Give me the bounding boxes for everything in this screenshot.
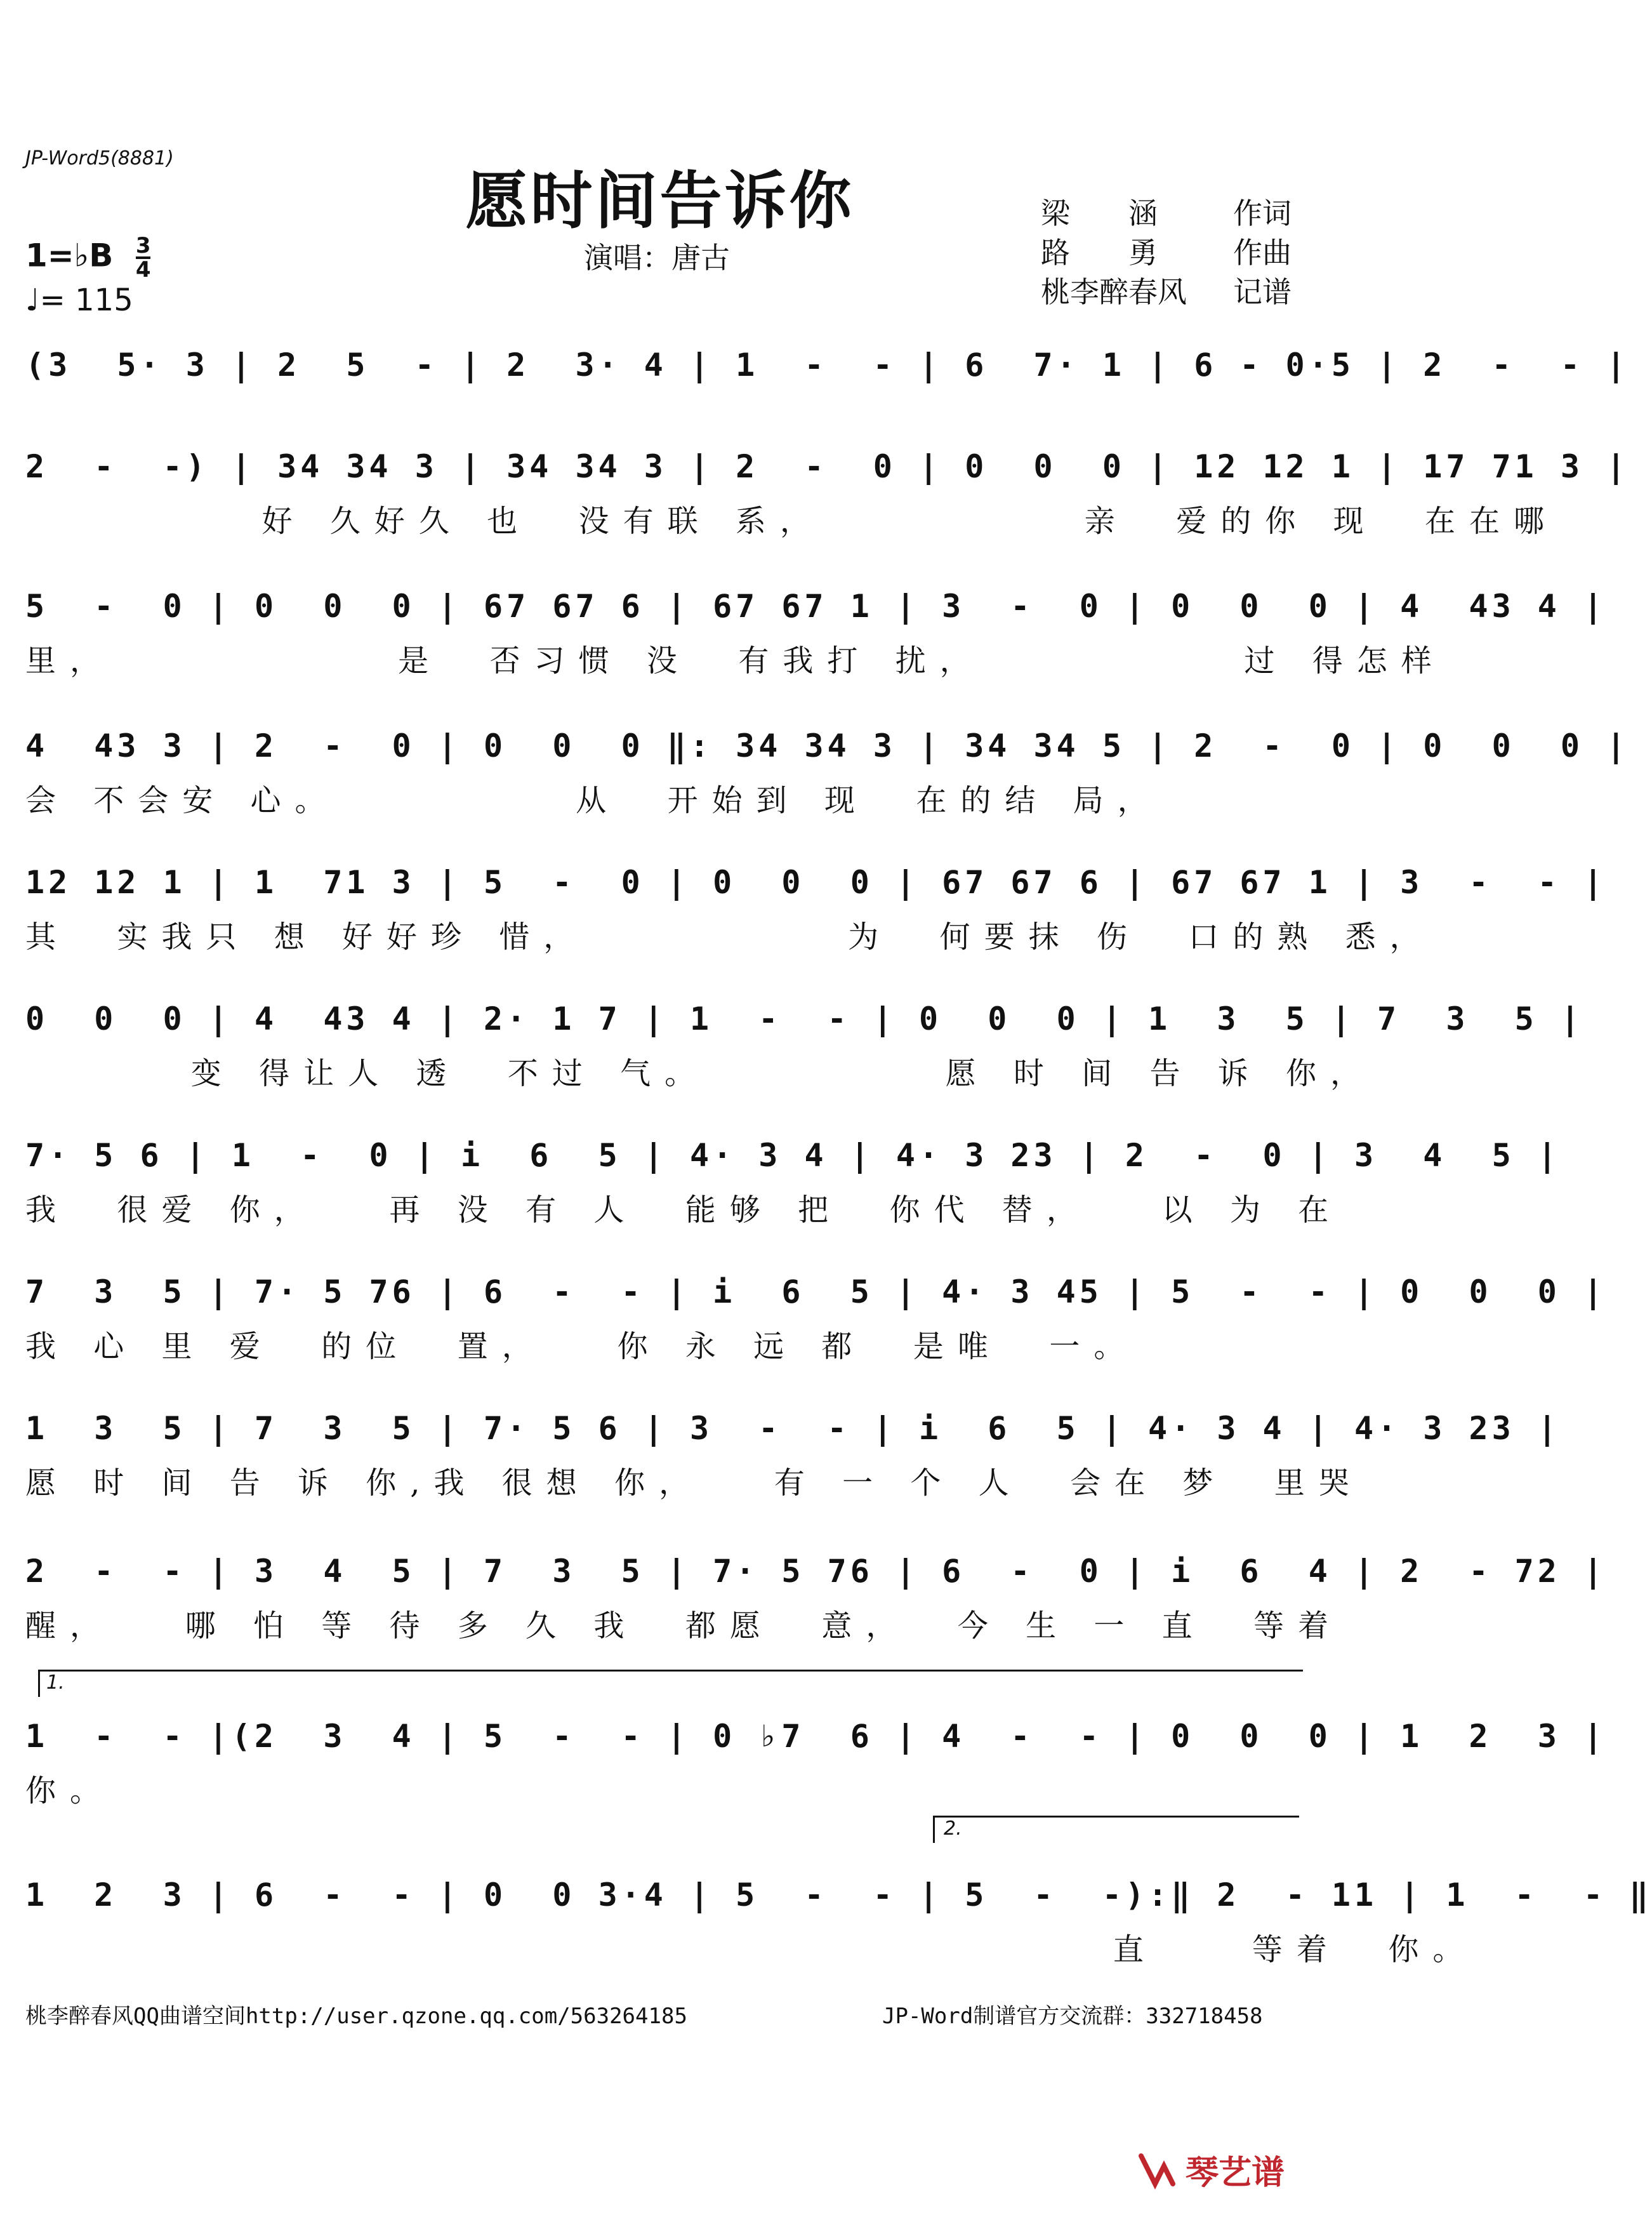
volta-1: 1. <box>38 1670 1303 1697</box>
lyrics-line: 醒， 哪 怕 等 待 多 久 我 都愿 意， 今 生 一 直 等着 <box>25 1608 1343 1644</box>
lyrics-line: 好 久好久 也 没有联 系， 亲 爱的你 现 在在哪 <box>25 503 1558 539</box>
time-bottom: 4 <box>135 257 151 283</box>
lyrics-line: 我 很爱 你， 再 没 有 人 能够 把 你代 替， 以 为 在 <box>25 1192 1343 1228</box>
credit-transcriber <box>1041 272 1292 312</box>
notes-line: 12 12 1 | 1 71 3 | 5 - 0 | 0 0 0 | 67 67 6 | 67 67 1 | 3 - - | <box>25 864 1607 901</box>
notes-line: 5 - 0 | 0 0 0 | 67 67 6 | 67 67 1 | 3 - 0 | 0 0 0 | 4 43 4 | <box>25 588 1607 625</box>
footer-qzone-link[interactable]: 桃李醉春风QQ曲谱空间http://user.qzone.qq.com/563264185 <box>25 2004 687 2029</box>
credit-role: 作词 <box>1233 196 1292 230</box>
credit-role: 作曲 <box>1233 236 1292 270</box>
credit-role: 记谱 <box>1233 275 1292 309</box>
lyrics-line: 愿 时 间 告 诉 你,我 很想 你， 有 一 个 人 会在 梦 里哭 <box>25 1465 1363 1501</box>
notes-line: 0 0 0 | 4 43 4 | 2· 1 7 | 1 - - | 0 0 0 | 1 3 5 | 7 3 5 | <box>25 1000 1583 1037</box>
song-title: 愿时间告诉你 <box>465 165 854 237</box>
notes-line: 1 3 5 | 7 3 5 | 7· 5 6 | 3 - - | i 6 5 | 4· 3 4 | 4· 3 23 | <box>25 1410 1561 1447</box>
lyrics-line: 直 等着 你。 <box>25 1932 1477 1967</box>
credit-lyricist <box>1041 194 1292 233</box>
lyrics-line: 会 不会安 心。 从 开始到 现 在的结 局， <box>25 783 1162 818</box>
notes-line: 4 43 3 | 2 - 0 | 0 0 0 ‖: 34 34 3 | 34 34 5 | 2 - 0 | 0 0 0 | <box>25 728 1630 764</box>
notes-line: 7· 5 6 | 1 - 0 | i 6 5 | 4· 3 4 | 4· 3 23 | 2 - 0 | 3 4 5 | <box>25 1137 1561 1174</box>
credit-name: 桃李醉春风 <box>1041 275 1187 309</box>
lyrics-line: 你。 <box>25 1773 115 1809</box>
singer-label: 演唱：唐古 <box>584 241 730 275</box>
notes-line: 1 2 3 | 6 - - | 0 0 3·4 | 5 - - | 5 - -):‖ 2 - 11 | 1 - - ‖ <box>25 1877 1652 1913</box>
time-signature <box>136 235 151 281</box>
lyrics-line: 我 心 里 爱 的位 置， 你 永 远 都 是唯 一。 <box>25 1329 1139 1364</box>
logo-text: 琴艺谱 <box>1186 2154 1285 2192</box>
notes-line: (3 5· 3 | 2 5 - | 2 3· 4 | 1 - - | 6 7· 1 | 6 - 0·5 | 2 - - | <box>25 347 1630 383</box>
credit-name: 路 勇 <box>1041 236 1158 270</box>
notes-line: 1 - - |(2 3 4 | 5 - - | 0 ♭7 6 | 4 - - | 0 0 0 | 1 2 3 | <box>25 1718 1607 1755</box>
tempo-mark: ♩= 115 <box>25 283 133 318</box>
notes-line: 2 - -) | 34 34 3 | 34 34 3 | 2 - 0 | 0 0 0 | 12 12 1 | 17 71 3 | <box>25 448 1630 485</box>
key-label: 1=♭B <box>25 237 114 274</box>
lyrics-line: 里， 是 否习惯 没 有我打 扰， 过 得怎样 <box>25 643 1446 679</box>
credits <box>1041 194 1292 312</box>
volta-2: 2. <box>933 1816 1299 1843</box>
site-logo <box>1136 2146 1285 2193</box>
logo-icon <box>1136 2151 1180 2189</box>
credit-composer <box>1041 233 1292 272</box>
time-top: 3 <box>135 233 151 258</box>
generator-label: JP-Word5(8881) <box>25 147 174 170</box>
notes-line: 2 - - | 3 4 5 | 7 3 5 | 7· 5 76 | 6 - 0 | i 6 4 | 2 - 72 | <box>25 1553 1607 1590</box>
footer-group-info: JP-Word制谱官方交流群：332718458 <box>882 2004 1263 2029</box>
lyrics-line: 变 得让人 透 不过 气。 愿 时 间 告 诉 你， <box>25 1056 1375 1091</box>
lyrics-line: 其 实我只 想 好好珍 惜， 为 何要抹 伤 口的熟 悉， <box>25 919 1434 955</box>
notes-line: 7 3 5 | 7· 5 76 | 6 - - | i 6 5 | 4· 3 45 | 5 - - | 0 0 0 | <box>25 1273 1607 1310</box>
key-signature <box>25 235 150 281</box>
credit-name: 梁 涵 <box>1041 196 1158 230</box>
